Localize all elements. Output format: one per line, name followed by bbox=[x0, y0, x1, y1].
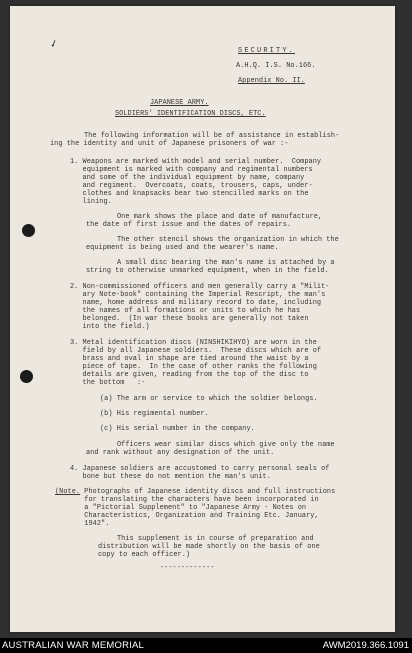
note-para-2: This supplement is in course of preparation and bbox=[117, 535, 314, 543]
punch-hole bbox=[22, 224, 35, 237]
archive-name: AUSTRALIAN WAR MEMORIAL bbox=[2, 640, 145, 651]
item-3-line: piece of tape. In the case of other ranks the following bbox=[70, 363, 317, 371]
closing-divider: ------------- bbox=[160, 564, 215, 572]
security-heading: SECURITY. bbox=[238, 47, 296, 55]
document-reference: A.H.Q. I.S. No.166. bbox=[236, 62, 316, 70]
item-2-line: name, home address and military record to date, including bbox=[70, 299, 322, 307]
item-3-line: details are given, reading from the top of the disc to bbox=[70, 371, 309, 379]
document-page bbox=[10, 6, 395, 632]
title-line-2: SOLDIERS' IDENTIFICATION DISCS, ETC. bbox=[115, 110, 266, 118]
item-1-line: clothes and knapsacks bear two stencilled marks on the bbox=[70, 190, 309, 198]
item-3-officers: and rank without any designation of the unit. bbox=[86, 449, 275, 457]
item-3-subitem-a: (a) The arm or service to which the soldier belongs. bbox=[100, 395, 318, 403]
item-2-line: into the field.) bbox=[70, 323, 150, 331]
item-1-para-3: The other stencil shows the organization in which the bbox=[117, 236, 339, 244]
item-3-officers: Officers wear similar discs which give only the name bbox=[117, 441, 335, 449]
item-3-line: field by all Japanese soldiers. These discs which are of bbox=[70, 347, 322, 355]
item-3-subitem-b: (b) His regimental number. bbox=[100, 410, 209, 418]
item-2-line: the names of all formations or units to which he has bbox=[70, 307, 301, 315]
item-2-line: 2. Non-commissioned officers and men generally carry a "Milit- bbox=[70, 283, 330, 291]
note-line: Characteristics, Organization and Training Etc. January, bbox=[55, 512, 319, 520]
item-3-line: 3. Metal identification discs (NINSHIKIHYO) are worn in the bbox=[70, 339, 317, 347]
item-1-line: and regiment. Overcoats, coats, trousers, caps, under- bbox=[70, 182, 313, 190]
item-1-line: 1. Weapons are marked with model and serial number. Company bbox=[70, 158, 322, 166]
appendix-label: Appendix No. II. bbox=[238, 77, 305, 85]
note-label: (Note. bbox=[55, 488, 81, 496]
item-1-para-2: One mark shows the place and date of manufacture, bbox=[117, 213, 323, 221]
item-1-para-3: equipment is being used and the wearer's name. bbox=[86, 244, 279, 252]
note-para-2: distribution will be made shortly on the basis of one bbox=[98, 543, 320, 551]
item-4-line: 4. Japanese soldiers are accustomed to carry personal seals of bbox=[70, 465, 330, 473]
item-1-para-2: the date of first issue and the dates of repairs. bbox=[86, 221, 292, 229]
item-4-line: bone but these do not mention the man's unit. bbox=[70, 473, 271, 481]
note-line: a "Pictorial Supplement" to "Japanese Army - Notes on bbox=[55, 504, 307, 512]
item-1-line: and some of the individual equipment by name, company bbox=[70, 174, 305, 182]
item-3-subitem-c: (c) His serial number in the company. bbox=[100, 425, 255, 433]
item-2-line: belonged. (In war these books are generally not taken bbox=[70, 315, 309, 323]
punch-hole bbox=[20, 370, 33, 383]
item-1-line: lining. bbox=[70, 198, 112, 206]
intro-line-2: ing the identity and unit of Japanese prisoners of war :- bbox=[50, 140, 289, 148]
item-1-para-4: A small disc bearing the man's name is attached by a bbox=[117, 259, 335, 267]
item-2-line: ary Note-book" containing the Imperial Rescript, the man's bbox=[70, 291, 326, 299]
intro-line-1: The following information will be of assistance in establish- bbox=[84, 132, 340, 140]
note-line: Photographs of Japanese identity discs and full instructions bbox=[80, 488, 336, 496]
note-para-2: copy to each officer.) bbox=[98, 551, 191, 559]
title-line-1: JAPANESE ARMY. bbox=[150, 99, 209, 107]
archive-accession-number: AWM2019.366.1091 bbox=[322, 640, 409, 651]
item-3-line: the bottom :- bbox=[70, 379, 146, 387]
handwritten-tick-mark: ✓ bbox=[48, 37, 61, 52]
archive-footer-bar bbox=[0, 638, 412, 653]
item-1-para-4: string to otherwise unmarked equipment, when in the field. bbox=[86, 267, 329, 275]
note-line: for translating the characters have been incorporated in bbox=[55, 496, 319, 504]
item-1-line: equipment is marked with company and regimental numbers bbox=[70, 166, 313, 174]
item-3-line: brass and oval in shape are tied around the waist by a bbox=[70, 355, 309, 363]
note-line: 1942". bbox=[55, 520, 110, 528]
